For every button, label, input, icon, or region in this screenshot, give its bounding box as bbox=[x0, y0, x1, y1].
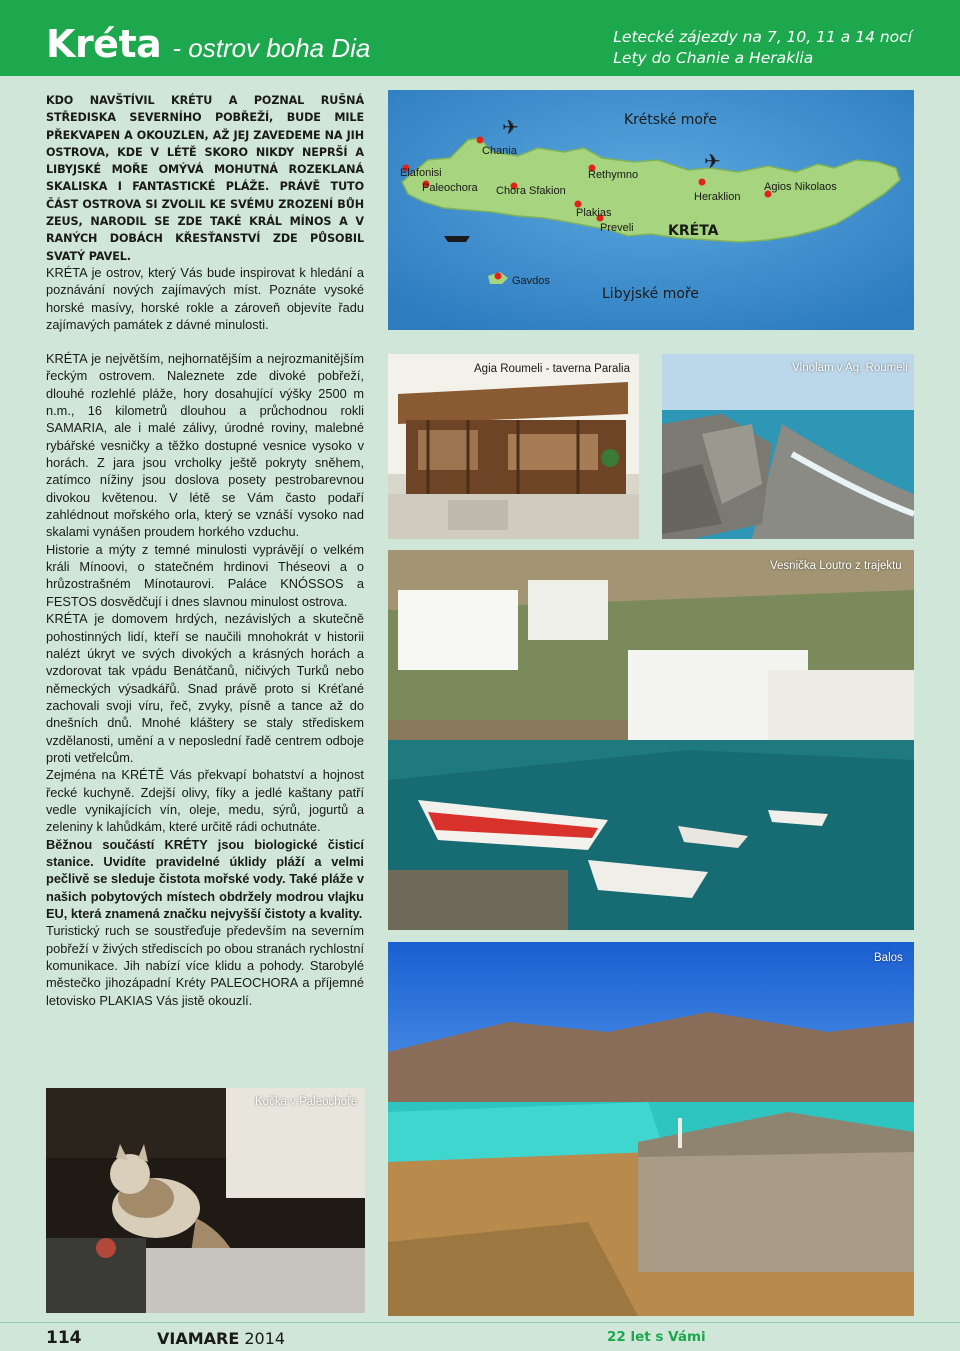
map-place-gavdos: Gavdos bbox=[512, 275, 550, 287]
caption-vlnolam: Vlnolam v Ag. Roumeli bbox=[792, 362, 908, 374]
map-sea-north: Krétské moře bbox=[624, 112, 717, 128]
footer-brand bbox=[157, 1329, 285, 1348]
map-place-rethymno: Rethymno bbox=[588, 169, 639, 181]
page-title bbox=[46, 22, 370, 66]
ferry-icon bbox=[444, 236, 470, 242]
body-paragraph: Turistický ruch se soustřeďuje především na severním pobřeží v živých střediscích po obou stranách rychlostní komunikace. Jih nabízí více klidu a pohody. Starobylé městečko jihozápadní Kréty PALEOCHORA a příjemné letovisko PLAKIAS Vás jistě okouzlí. bbox=[46, 923, 364, 1008]
photo-cat bbox=[46, 1088, 365, 1313]
photo-balos bbox=[388, 942, 914, 1316]
caption-cat: Kočka v Paleochoře bbox=[255, 1096, 358, 1108]
flight-info-line2: Lety do Chanie a Heraklia bbox=[613, 49, 814, 67]
map-place-preveli: Preveli bbox=[600, 222, 634, 234]
chania-marker bbox=[477, 137, 484, 144]
intro-secondary: KRÉTA je ostrov, který Vás bude inspirovat k hledání a poznávání nových zajímavých míst. Poznáte vysoké horské masívy, horské rokle a zároveň objevíte řadu zajímavých památek z dávné minulosti. bbox=[46, 265, 364, 333]
map-place-elafonisi: Elafonisi bbox=[400, 167, 442, 179]
caption-loutro: Vesnička Loutro z trajektu bbox=[770, 560, 902, 572]
photo-vlnolam bbox=[662, 354, 914, 539]
caption-agia-roumeli: Agia Roumeli - taverna Paralia bbox=[474, 363, 630, 375]
gavdos-marker bbox=[495, 273, 502, 280]
footer-slogan: 22 let s Vámi bbox=[607, 1329, 706, 1345]
map-place-agios-nikolaos: Agios Nikolaos bbox=[764, 181, 837, 193]
photo-loutro bbox=[388, 550, 914, 930]
footer-divider bbox=[0, 1322, 960, 1323]
body-text bbox=[46, 350, 364, 1009]
page-number: 114 bbox=[46, 1328, 82, 1348]
plane-icon-chania: ✈ bbox=[502, 117, 519, 139]
body-paragraph: KRÉTA je domovem hrdých, nezávislých a skutečně pohostinných lidí, kteří se naučili mnohokrát v historii nalézt úkryt ve svých divokých a krásných horách a vzdorovat tak vpádu Benátčanů, ničivých Turků nebo německých výsadkářů. Snad právě proto si Kréťané zachovali svoji víru, řeč, zvyky, písně a tance až do dnešních dnů. Mnohé kláštery se staly střediskem vzdělanosti, umění a v neposlední řadě centrem odboje proti vetřelcům. bbox=[46, 611, 364, 765]
map-island-label: KRÉTA bbox=[668, 223, 719, 239]
body-paragraph-highlight: Běžnou součástí KRÉTY jsou biologické čisticí stanice. Uvidíte pravidelné úklidy pláží a velmi pečlivě se sleduje čistota mořské vody. Také pláže v našich pobytových místech obdržely modrou vlajku EU, která znamená značku nejvyšší čistoty a kvality. bbox=[46, 836, 364, 921]
heraklion-marker bbox=[699, 179, 706, 186]
photo-agia-roumeli bbox=[388, 354, 639, 539]
map-sea-south: Libyjské moře bbox=[602, 286, 699, 302]
title-main: Kréta bbox=[46, 22, 162, 66]
map-place-plakias: Plakias bbox=[576, 207, 612, 219]
crete-map bbox=[388, 90, 914, 330]
map-place-paleochora: Paleochora bbox=[422, 182, 478, 194]
title-subtitle: - ostrov boha Dia bbox=[172, 33, 371, 63]
map-place-heraklion: Heraklion bbox=[694, 191, 741, 203]
flight-info bbox=[613, 27, 912, 69]
brand-year: 2014 bbox=[244, 1329, 286, 1348]
map-graphic bbox=[388, 90, 914, 330]
caption-balos: Balos bbox=[874, 952, 903, 964]
body-paragraph: Zejména na KRÉTĚ Vás překvapí bohatství a hojnost řecké kuchyně. Zdejší olivy, fíky a jedlé kaštany patří vedle vynikajících vín, oleje, medu, sýrů, jogurtů a zeleniny k lahůdkám, které určitě rádi ochutnáte. bbox=[46, 767, 364, 835]
flight-info-line1: Letecké zájezdy na 7, 10, 11 a 14 nocí bbox=[613, 28, 912, 46]
intro-paragraph: KDO NAVŠTÍVIL KRÉTU A POZNAL RUŠNÁ STŘEDISKA SEVERNÍHO POBŘEŽÍ, BUDE MILE PŘEKVAPEN A OKOUZLEN, AŽ JEJ ZAVEDEME NA JIH OSTROVA, KDE V LÉTĚ SKORO NIKDY NEPRŠÍ A LIBYJSKÉ MOŘE OMÝVÁ MOHUTNÁ ROZEKLANÁ SKALISKA I FANTASTICKÉ PLÁŽE. PRÁVĚ TUTO ČÁST OSTROVA SI ZVOLIL KE SVÉMU ZROZENÍ BŮH ZEUS, NARODIL SE ZDE TAKÉ KRÁL MÍNOS A V RANÝCH DOBÁCH KŘESŤANSTVÍ ZDE PŮSOBIL SVATÝ PAVEL. bbox=[46, 94, 364, 263]
map-place-chora-sfakion: Chora Sfakion bbox=[496, 185, 566, 197]
body-paragraph: KRÉTA je největším, nejhornatějším a nejrozmanitějším řeckým ostrovem. Naleznete zde divoké pobřeží, dlouhé rozlehlé pláže, hory dosahující výšky 2500 m n.m., 16 kilometrů dlouhou a průchodnou rokli SAMARIA, ale i malé zálivy, úrodné roviny, malebné rybářské vesničky a těžko dostupné vesnice vysoko v horách. Z jara jsou vrcholky ještě pokryty sněhem, zatímco nížiny jsou doslova posety pestrobarevnou divokou květenou. V létě se Vám často podaří zahlédnout mořského orla, který se vznáší vysoko nad skalami vynášen proudem horkého vzduchu. bbox=[46, 351, 364, 540]
brand-name: VIAMARE bbox=[157, 1329, 240, 1348]
plane-icon-heraklion: ✈ bbox=[704, 151, 721, 173]
map-place-chania: Chania bbox=[482, 145, 517, 157]
body-paragraph: Historie a mýty z temné minulosti vyprávějí o velkém králi Mínoovi, o statečném hrdinovi Théseovi a o hrůzostrašném Mínotaurovi. Paláce KNÓSSOS a FESTOS dosvědčují i dnes slavnou minulost ostrova. bbox=[46, 541, 364, 609]
